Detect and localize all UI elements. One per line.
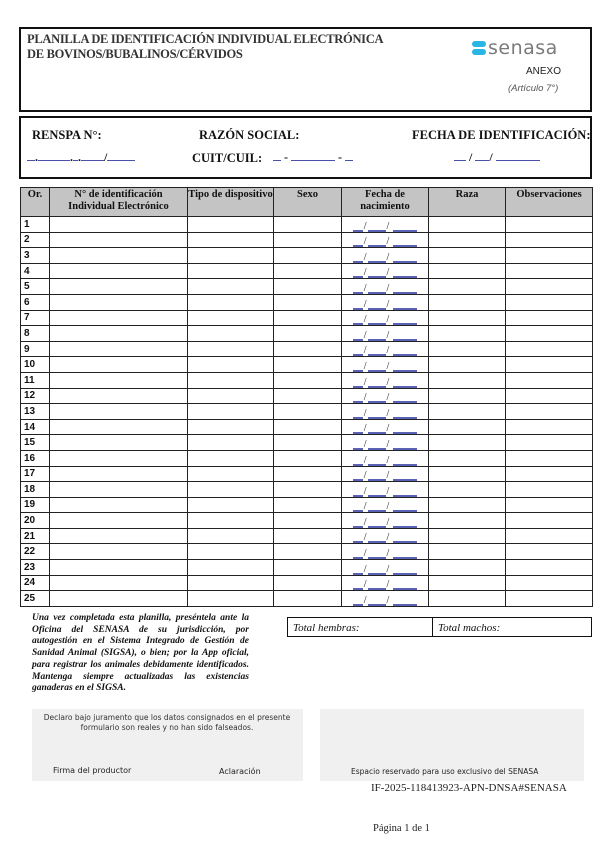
birthdate-field[interactable]: / / [342, 311, 428, 326]
table-row [21, 294, 593, 310]
cell-or: 15 [21, 435, 50, 451]
cell-fecha[interactable] [342, 326, 429, 342]
cell-fecha[interactable] [342, 294, 429, 310]
cell-obs[interactable] [506, 232, 593, 248]
table-row [21, 435, 593, 451]
title-line-2: DE BOVINOS/BUBALINOS/CÉRVIDOS [27, 47, 243, 61]
renspa-label: RENSPA N°: [32, 128, 102, 142]
cell-raza[interactable] [429, 388, 506, 404]
cell-raza[interactable] [429, 372, 506, 388]
cell-fecha[interactable] [342, 341, 429, 357]
cell-fecha[interactable] [342, 248, 429, 264]
cell-or: 6 [21, 294, 50, 310]
cell-sexo[interactable] [274, 232, 342, 248]
senasa-logo [472, 38, 558, 58]
firma-productor-field[interactable]: Firma del productor [53, 766, 132, 775]
cell-sexo[interactable] [274, 326, 342, 342]
cell-obs[interactable] [506, 279, 593, 295]
cell-sexo[interactable] [274, 279, 342, 295]
cell-sexo[interactable] [274, 497, 342, 513]
cell-or: 2 [21, 232, 50, 248]
table-row [21, 528, 593, 544]
cell-raza[interactable] [429, 591, 506, 607]
cell-raza[interactable] [429, 575, 506, 591]
cell-fecha[interactable] [342, 263, 429, 279]
cell-raza[interactable] [429, 528, 506, 544]
animals-table [20, 187, 593, 607]
cell-raza[interactable] [429, 560, 506, 576]
table-row [21, 450, 593, 466]
table-row [21, 217, 593, 233]
column-header-tipo: Tipo de dispositivo [188, 188, 274, 217]
cell-raza[interactable] [429, 294, 506, 310]
cell-or: 14 [21, 419, 50, 435]
cell-id[interactable] [50, 404, 188, 420]
table-row [21, 482, 593, 498]
birthdate-field[interactable]: / / [342, 498, 428, 513]
birthdate-field[interactable]: / / [342, 435, 428, 450]
cell-sexo[interactable] [274, 591, 342, 607]
cell-fecha[interactable] [342, 591, 429, 607]
cell-sexo[interactable] [274, 341, 342, 357]
cell-tipo[interactable] [188, 357, 274, 373]
cell-tipo[interactable] [188, 217, 274, 233]
birthdate-field[interactable]: / / [342, 451, 428, 466]
cell-tipo[interactable] [188, 326, 274, 342]
cell-tipo[interactable] [188, 419, 274, 435]
renspa-field[interactable]: . . . / [27, 150, 135, 165]
cell-or: 4 [21, 263, 50, 279]
cell-id[interactable] [50, 435, 188, 451]
cell-tipo[interactable] [188, 560, 274, 576]
birthdate-field[interactable]: / / [342, 404, 428, 419]
cell-sexo[interactable] [274, 294, 342, 310]
cell-obs[interactable] [506, 372, 593, 388]
total-hembras-field[interactable] [287, 617, 433, 637]
cell-obs[interactable] [506, 248, 593, 264]
column-header-sexo: Sexo [274, 188, 342, 217]
birthdate-field[interactable]: / / [342, 295, 428, 310]
cell-raza[interactable] [429, 217, 506, 233]
table-row [21, 544, 593, 560]
cell-fecha[interactable] [342, 404, 429, 420]
birthdate-field[interactable]: / / [342, 482, 428, 497]
cell-or: 9 [21, 341, 50, 357]
column-header-raza: Raza [429, 188, 506, 217]
cell-id[interactable] [50, 357, 188, 373]
cell-sexo[interactable] [274, 575, 342, 591]
birthdate-field[interactable]: / / [342, 529, 428, 544]
cell-sexo[interactable] [274, 248, 342, 264]
cell-tipo[interactable] [188, 466, 274, 482]
cell-id[interactable] [50, 248, 188, 264]
cell-or: 19 [21, 497, 50, 513]
cell-obs[interactable] [506, 513, 593, 529]
senasa-logo-icon [472, 41, 486, 55]
cell-or: 25 [21, 591, 50, 607]
birthdate-field[interactable]: / / [342, 544, 428, 559]
cell-obs[interactable] [506, 419, 593, 435]
cell-or: 21 [21, 528, 50, 544]
table-row [21, 279, 593, 295]
cell-tipo[interactable] [188, 435, 274, 451]
table-row [21, 513, 593, 529]
birthdate-field[interactable]: / / [342, 342, 428, 357]
cell-id[interactable] [50, 419, 188, 435]
table-row [21, 497, 593, 513]
declaration-panel [32, 709, 303, 781]
cell-id[interactable] [50, 279, 188, 295]
cell-obs[interactable] [506, 528, 593, 544]
cell-sexo[interactable] [274, 482, 342, 498]
birthdate-field[interactable]: / / [342, 233, 428, 248]
cell-fecha[interactable] [342, 497, 429, 513]
cell-raza[interactable] [429, 419, 506, 435]
cell-obs[interactable] [506, 404, 593, 420]
senasa-reserved-panel [320, 709, 584, 781]
cell-or: 3 [21, 248, 50, 264]
cell-raza[interactable] [429, 450, 506, 466]
cell-id[interactable] [50, 528, 188, 544]
cell-id[interactable] [50, 263, 188, 279]
cell-sexo[interactable] [274, 388, 342, 404]
cell-tipo[interactable] [188, 294, 274, 310]
birthdate-field[interactable]: / / [342, 279, 428, 294]
cell-obs[interactable] [506, 357, 593, 373]
birthdate-field[interactable]: / / [342, 373, 428, 388]
cell-fecha[interactable] [342, 372, 429, 388]
total-hembras-label: Total hembras: [293, 622, 360, 634]
cell-sexo[interactable] [274, 435, 342, 451]
cell-raza[interactable] [429, 310, 506, 326]
cell-obs[interactable] [506, 544, 593, 560]
cell-id[interactable] [50, 591, 188, 607]
cell-obs[interactable] [506, 217, 593, 233]
table-row [21, 560, 593, 576]
cell-or: 24 [21, 575, 50, 591]
table-row [21, 372, 593, 388]
cell-id[interactable] [50, 513, 188, 529]
cell-raza[interactable] [429, 404, 506, 420]
cell-tipo[interactable] [188, 388, 274, 404]
cell-tipo[interactable] [188, 232, 274, 248]
table-row [21, 388, 593, 404]
table-row [21, 466, 593, 482]
column-header-id: N° de identificación Individual Electrónico [50, 188, 188, 217]
cell-tipo[interactable] [188, 372, 274, 388]
cell-obs[interactable] [506, 341, 593, 357]
cell-raza[interactable] [429, 357, 506, 373]
cell-tipo[interactable] [188, 279, 274, 295]
table-row [21, 419, 593, 435]
document-id: IF-2025-118413923-APN-DNSA#SENASA [371, 782, 567, 794]
cell-or: 10 [21, 357, 50, 373]
cell-raza[interactable] [429, 497, 506, 513]
table-row [21, 310, 593, 326]
birthdate-field[interactable]: / / [342, 467, 428, 482]
cell-or: 23 [21, 560, 50, 576]
cell-sexo[interactable] [274, 544, 342, 560]
cell-id[interactable] [50, 326, 188, 342]
razon-social-label: RAZÓN SOCIAL: [199, 128, 300, 142]
cell-fecha[interactable] [342, 466, 429, 482]
cell-obs[interactable] [506, 482, 593, 498]
cell-sexo[interactable] [274, 310, 342, 326]
cell-obs[interactable] [506, 575, 593, 591]
cell-tipo[interactable] [188, 310, 274, 326]
birthdate-field[interactable]: / / [342, 217, 428, 232]
cell-fecha[interactable] [342, 528, 429, 544]
cell-id[interactable] [50, 341, 188, 357]
cell-id[interactable] [50, 217, 188, 233]
cell-tipo[interactable] [188, 341, 274, 357]
table-row [21, 341, 593, 357]
cell-raza[interactable] [429, 263, 506, 279]
cell-tipo[interactable] [188, 575, 274, 591]
fecha-identificacion-label: FECHA DE IDENTIFICACIÓN: [412, 128, 591, 142]
table-row [21, 357, 593, 373]
cell-raza[interactable] [429, 466, 506, 482]
cell-or: 13 [21, 404, 50, 420]
cell-fecha[interactable] [342, 560, 429, 576]
cell-raza[interactable] [429, 326, 506, 342]
cell-fecha[interactable] [342, 450, 429, 466]
cell-id[interactable] [50, 372, 188, 388]
cell-or: 11 [21, 372, 50, 388]
cell-tipo[interactable] [188, 544, 274, 560]
cell-id[interactable] [50, 560, 188, 576]
cell-fecha[interactable] [342, 482, 429, 498]
cell-fecha[interactable] [342, 388, 429, 404]
birthdate-field[interactable]: / / [342, 248, 428, 263]
cell-or: 1 [21, 217, 50, 233]
cell-id[interactable] [50, 482, 188, 498]
cell-id[interactable] [50, 294, 188, 310]
cell-sexo[interactable] [274, 528, 342, 544]
producer-info-box [19, 116, 592, 179]
article-label: (Artículo 7°) [508, 83, 559, 94]
cell-or: 18 [21, 482, 50, 498]
birthdate-field[interactable]: / / [342, 389, 428, 404]
total-machos-label: Total machos: [438, 622, 501, 634]
birthdate-field[interactable]: / / [342, 513, 428, 528]
cell-sexo[interactable] [274, 217, 342, 233]
cell-or: 12 [21, 388, 50, 404]
cell-sexo[interactable] [274, 450, 342, 466]
cell-obs[interactable] [506, 466, 593, 482]
title-line-1: PLANILLA DE IDENTIFICACIÓN INDIVIDUAL ELECTRÓNICA [27, 32, 384, 46]
cell-obs[interactable] [506, 591, 593, 607]
cell-obs[interactable] [506, 326, 593, 342]
reserved-text: Espacio reservado para uso exclusivo del SENASA [351, 767, 539, 776]
page-number: Página 1 de 1 [373, 823, 430, 834]
cell-or: 17 [21, 466, 50, 482]
column-header-or: Or. [21, 188, 50, 217]
cell-raza[interactable] [429, 513, 506, 529]
cell-id[interactable] [50, 232, 188, 248]
cell-raza[interactable] [429, 341, 506, 357]
cell-fecha[interactable] [342, 419, 429, 435]
birthdate-field[interactable]: / / [342, 264, 428, 279]
totals-box [287, 617, 592, 637]
cell-or: 20 [21, 513, 50, 529]
cell-fecha[interactable] [342, 435, 429, 451]
cell-tipo[interactable] [188, 513, 274, 529]
cell-or: 16 [21, 450, 50, 466]
cell-fecha[interactable] [342, 279, 429, 295]
cell-id[interactable] [50, 310, 188, 326]
cell-fecha[interactable] [342, 575, 429, 591]
table-row [21, 232, 593, 248]
submission-note: Una vez completada esta planilla, preséntela ante la Oficina del SENASA de su jurisdicción, por autogestión en el Sistema Integrado de Gestión de Sanidad Animal (SIGSA), o bien; por la App oficial, para registrar los animales debidamente identificados. Mantenga siempre actualizadas las existencias ganaderas en el SIGSA. [32, 613, 249, 694]
cuit-field[interactable]: - - [273, 150, 353, 165]
table-header-row [21, 188, 593, 217]
cell-fecha[interactable] [342, 310, 429, 326]
column-header-fecha: Fecha de nacimiento [342, 188, 429, 217]
cell-fecha[interactable] [342, 544, 429, 560]
cell-tipo[interactable] [188, 450, 274, 466]
cell-sexo[interactable] [274, 466, 342, 482]
cell-obs[interactable] [506, 310, 593, 326]
cell-id[interactable] [50, 544, 188, 560]
birthdate-field[interactable]: / / [342, 591, 428, 606]
fecha-identificacion-field[interactable]: / / [454, 150, 540, 165]
cell-raza[interactable] [429, 435, 506, 451]
annex-label: ANEXO [526, 66, 562, 77]
aclaracion-field[interactable]: Aclaración [219, 767, 261, 776]
cell-sexo[interactable] [274, 560, 342, 576]
cell-obs[interactable] [506, 263, 593, 279]
cell-raza[interactable] [429, 482, 506, 498]
cell-obs[interactable] [506, 388, 593, 404]
cell-sexo[interactable] [274, 263, 342, 279]
cuit-label: CUIT/CUIL: [192, 151, 263, 165]
cell-fecha[interactable] [342, 232, 429, 248]
birthdate-field[interactable]: / / [342, 560, 428, 575]
table-row [21, 326, 593, 342]
cell-id[interactable] [50, 497, 188, 513]
birthdate-field[interactable]: / / [342, 357, 428, 372]
document-title [27, 32, 383, 62]
cell-raza[interactable] [429, 544, 506, 560]
cell-raza[interactable] [429, 279, 506, 295]
cell-tipo[interactable] [188, 482, 274, 498]
cell-tipo[interactable] [188, 263, 274, 279]
birthdate-field[interactable]: / / [342, 326, 428, 341]
birthdate-field[interactable]: / / [342, 420, 428, 435]
cell-obs[interactable] [506, 435, 593, 451]
birthdate-field[interactable]: / / [342, 576, 428, 591]
logo-text: senasa [488, 37, 558, 59]
cell-or: 22 [21, 544, 50, 560]
cell-sexo[interactable] [274, 357, 342, 373]
cell-id[interactable] [50, 575, 188, 591]
cell-tipo[interactable] [188, 591, 274, 607]
declaration-text: Declaro bajo juramento que los datos consignados en el presente formulario son reales y no han sido falseados. [43, 713, 291, 732]
cell-tipo[interactable] [188, 497, 274, 513]
cell-fecha[interactable] [342, 357, 429, 373]
cell-obs[interactable] [506, 560, 593, 576]
table-row [21, 404, 593, 420]
cell-tipo[interactable] [188, 404, 274, 420]
cell-id[interactable] [50, 466, 188, 482]
cell-obs[interactable] [506, 450, 593, 466]
table-row [21, 248, 593, 264]
table-row [21, 591, 593, 607]
cell-tipo[interactable] [188, 248, 274, 264]
table-row [21, 263, 593, 279]
cell-or: 7 [21, 310, 50, 326]
cell-sexo[interactable] [274, 513, 342, 529]
cell-id[interactable] [50, 450, 188, 466]
cell-or: 5 [21, 279, 50, 295]
cell-fecha[interactable] [342, 513, 429, 529]
cell-sexo[interactable] [274, 419, 342, 435]
cell-sexo[interactable] [274, 372, 342, 388]
total-machos-field[interactable] [433, 617, 592, 637]
cell-sexo[interactable] [274, 404, 342, 420]
cell-tipo[interactable] [188, 528, 274, 544]
cell-or: 8 [21, 326, 50, 342]
cell-fecha[interactable] [342, 217, 429, 233]
cell-raza[interactable] [429, 248, 506, 264]
column-header-observaciones: Observaciones [506, 188, 593, 217]
table-row [21, 575, 593, 591]
cell-raza[interactable] [429, 232, 506, 248]
cell-obs[interactable] [506, 294, 593, 310]
cell-id[interactable] [50, 388, 188, 404]
cell-obs[interactable] [506, 497, 593, 513]
